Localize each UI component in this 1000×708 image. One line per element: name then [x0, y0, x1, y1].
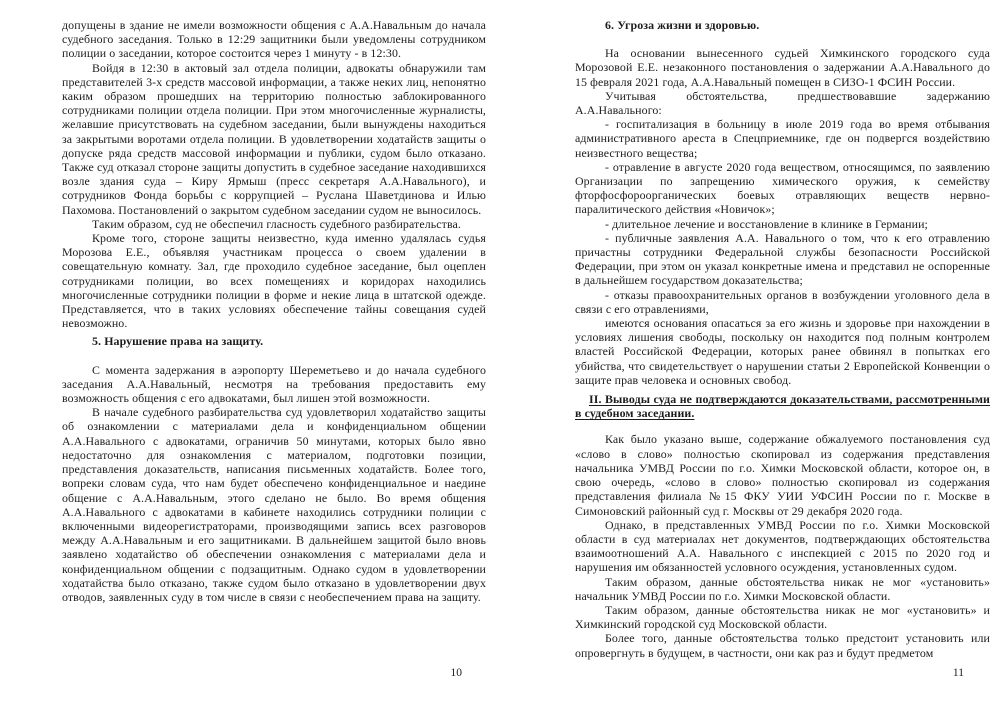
- paragraph: Таким образом, суд не обеспечил гласность судебного разбирательства.: [92, 216, 461, 231]
- section-heading: 6. Угроза жизни и здоровью.: [605, 18, 760, 32]
- paragraph: Как было указано выше, содержание обжалуемого постановления суд «слово в слово» полностью скопировал из содержания представления начальника УМВД России по г.о. Химки Московской области, которое он, в свою очередь, «слово в слово» полностью скопировал из содержания представления филиала №15 ФКУ УИИ УФСИН России по г. Москве в Симоновский районный суд г. Москвы от 29 декабря 2020 года.: [575, 432, 990, 518]
- page-10-text-column: [62, 18, 486, 604]
- page-11-text-column: [575, 18, 990, 660]
- paragraph: - госпитализация в больницу в июле 2019 года во время отбывания административного ареста в Спецприемнике, где он подвергся воздействию неизвестного вещества;: [575, 117, 990, 160]
- paragraph: Однако, в представленных УМВД России по г.о. Химки Московской области в суд материалах нет документов, подтверждающих обстоятельства взаимоотношений А.А. Навального с инспекцией с 2015 по 2020 год и нарушения им обязанностей условного осуждения, установленных судом.: [575, 517, 990, 575]
- section-heading: 5. Нарушение права на защиту.: [92, 334, 264, 349]
- paragraph: Таким образом, данные обстоятельства никак не мог «установить» и Химкинский городской суд Московской области.: [575, 602, 990, 632]
- paragraph: На основании вынесенного судьей Химкинского городского суда Морозовой Е.Е. незаконного постановления о задержании А.А.Навального до 15 февраля 2021 года, А.А.Навальный помещен в СИЗО-1 ФСИН России.: [575, 46, 990, 89]
- paragraph: имеются основания опасаться за его жизнь и здоровье при нахождении в условиях лишения свободы, поскольку он находится под полным контролем властей Российской Федерации, которых ранее обвинял в попытках его убийства, что свидетельствует о нарушении статьи 2 Европейской Конвенции о защите прав человека и основных свобод.: [575, 316, 990, 387]
- paragraph: Учитывая обстоятельства, предшествовавшие задержанию А.А.Навального:: [575, 88, 990, 118]
- paragraph: - длительное лечение и восстановление в клинике в Германии;: [605, 216, 928, 231]
- paragraph: Кроме того, стороне защиты неизвестно, куда именно удалялась судья Морозова Е.Е., объявляя участникам процесса о своем удалении в совещательную комнату. Зал, где проходило судебное заседание, был оцеплен сотрудниками полиции, во всех помещениях и коридорах находились многочисленные сотрудники полиции в форме и некие лица в штатской одежде. Представляется, что в таких условиях обеспечение тайны совещания судей невозможно.: [62, 231, 486, 331]
- paragraph: С момента задержания в аэропорту Шереметьево и до начала судебного заседания А.А.Навальный, несмотря на требования предоставить ему возможность общения с его адвокатами, был лишен этой возможности.: [62, 362, 486, 406]
- page-number-right: 11: [952, 667, 964, 679]
- paragraph: допущены в здание не имели возможности общения с А.А.Навальным до начала судебного заседания. Только в 12:29 защитники были уведомлены сотрудником полиции о заседании, которое состоится через 1 минуту - в 12:30.: [62, 18, 486, 61]
- paragraph: - отравление в августе 2020 года веществом, относящимся, по заявлению Организации по запрещению химического оружия, к семейству фторфосфороорганических боевых отравляющих веществ нервно-паралитического действия «Новичок»;: [575, 159, 990, 217]
- page-number-left: 10: [450, 667, 462, 679]
- paragraph: Более того, данные обстоятельства только предстоит установить или опровергнуть в будущем, в частности, они как раз и будут предметом: [575, 631, 990, 660]
- paragraph: - публичные заявления А.А. Навального о том, что к его отравлению причастны сотрудники Федеральной службы безопасности Российской Федерации, при этом он указал конкретные имена и представил не оспоренные в дальнейшем государством доказательства;: [575, 230, 990, 288]
- paragraph: Таким образом, данные обстоятельства никак не мог «установить» начальник УМВД России по г.о. Химки Московской области.: [575, 574, 990, 603]
- paragraph: - отказы правоохранительных органов в возбуждении уголовного дела в связи с его отравлениями,: [575, 287, 990, 316]
- paragraph: В начале судебного разбирательства суд удовлетворил ходатайство защиты об ознакомлении с материалами дела и конфиденциальном общении А.А.Навального с адвокатами, ограничив 50 минутами, которых было явно недостаточно для ознакомления с материалом, подготовки позиции, представления доказательств, написания письменных ходатайств. Более того, вопреки словам суда, что нам будет обеспечено конфиденциальное и наедине общение с А.А.Навальным, этого сделано не было. Во время общения А.А.Навального с адвокатами в кабинете находились сотрудники полиции с включенными видеорегистраторами, производящими запись всех разговоров между А.А.Навальным и его защитниками. В дальнейшем защитой было вновь заявлено ходатайство об обеспечении ознакомления с материалами дела и конфиденциальном общении с подзащитным. Однако судом в удовлетворении ходатайства было отказано, также судом было отказано в удовлетворении двух отводов, заявленных суду в том числе в связи с необеспечением права на защиту.: [62, 405, 486, 604]
- underlined-section-heading: II. Выводы суда не подтверждаются доказательствами, рассмотренными в судебном заседании.: [575, 392, 990, 421]
- paragraph: Войдя в 12:30 в актовый зал отдела полиции, адвокаты обнаружили там представителей 3-х средств массовой информации, а также неких лиц, непонятно каким образом прошедших на территорию полностью заблокированного сотрудниками полиции отдела полиции. При этом многочисленные журналисты, желавшие присутствовать на судебном заседании, были вынуждены находиться за закрытыми воротами отдела полиции. В удовлетворении ходатайств защиты о допуске ряда средств массовой информации и публики, судом было отказано. Также суд отказал стороне защиты допустить в судебное заседание находившихся возле здания суда – Киру Ярмыш (пресс секретаря А.А.Навального), и сотрудников Фонда борьбы с коррупцией – Руслана Шаветдинова и Илью Пахомова. Постановлений о закрытом судебном заседании судом не выносилось.: [62, 60, 486, 217]
